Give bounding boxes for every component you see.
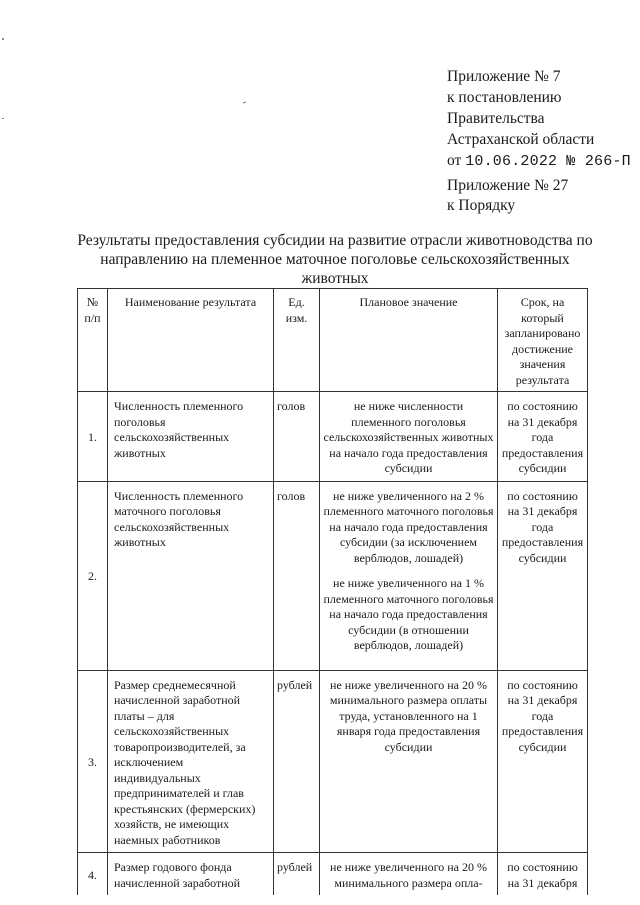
appendix-line: Астраханской области	[447, 131, 595, 148]
row-term: по состоянию на 31 декабря года предоставления субсидии	[498, 392, 588, 482]
header-cell-name: Наименование результата	[108, 289, 274, 392]
plan-value: не ниже увеличенного на 20 % минимального размера оплаты труда, установленного на 1 января года предоставления субсидии	[329, 677, 488, 754]
table-row	[78, 670, 588, 853]
row-number: 3.	[78, 670, 108, 853]
row-plan	[320, 481, 498, 670]
results-table	[77, 288, 588, 895]
row-name: Численность племенного поголовья сельскохозяйственных животных	[108, 392, 274, 482]
document-title: Результаты предоставления субсидии на развитие отрасли животноводства по направлению на племенное маточное поголовье сельскохозяйственных животных	[77, 232, 593, 287]
date-prefix: от	[447, 152, 462, 169]
appendix-order-line: к Порядку	[447, 197, 516, 214]
appendix-line: к постановлению	[447, 89, 562, 106]
row-term: по состоянию на 31 декабря года предоставления субсидии	[498, 670, 588, 853]
row-name: Размер среднемесячной начисленной заработной платы – для сельскохозяйственных товаропроизводителей, за исключением индивидуальных предпринимателей и глав крестьянских (фермерских) хозяйств, не имеющих наемных работников	[108, 670, 274, 853]
scan-edge-mark	[2, 38, 4, 40]
table-row	[78, 481, 588, 670]
row-name: Численность племенного маточного поголовья сельскохозяйственных животных	[108, 481, 274, 670]
table-header-row	[78, 289, 588, 392]
appendix-order-line: Приложение № 27	[447, 177, 569, 194]
plan-value: не ниже увеличенного на 1 % племенного маточного поголовья на начало года предоставления субсидии (в отношении верблюдов, лошадей)	[323, 576, 494, 652]
table-row	[78, 392, 588, 482]
scan-speck	[243, 102, 246, 104]
scan-edge-mark	[2, 118, 4, 119]
row-unit: голов	[274, 392, 320, 482]
row-plan	[320, 853, 498, 896]
row-number: 4.	[78, 853, 108, 896]
resolution-date-number: 10.06.2022 № 266-П	[465, 153, 631, 170]
row-name: Размер годового фонда начисленной заработной	[108, 853, 274, 896]
row-unit: голов	[274, 481, 320, 670]
appendix-line: Приложение № 7	[447, 68, 561, 85]
header-cell-term: Срок, на который запланировано достижение значения результата	[498, 289, 588, 392]
row-unit: рублей	[274, 670, 320, 853]
appendix-line: Правительства	[447, 110, 545, 127]
appendix-order-block	[447, 176, 568, 216]
header-cell-plan: Плановое значение	[320, 289, 498, 392]
plan-value: не ниже численности племенного поголовья сельскохозяйственных животных на начало года предоставления субсидии	[323, 399, 494, 475]
row-plan	[320, 392, 498, 482]
appendix-block	[447, 66, 631, 172]
plan-value: не ниже увеличенного на 2 % племенного маточного поголовья на начало года предоставления субсидии (за исключением верблюдов, лошадей)	[323, 488, 494, 565]
row-number: 2.	[78, 481, 108, 670]
header-cell-number: № п/п	[78, 289, 108, 392]
row-unit: рублей	[274, 853, 320, 896]
row-term: по состоянию на 31 декабря	[498, 853, 588, 896]
plan-value: не ниже увеличенного на 20 % минимального размера опла-	[330, 860, 487, 890]
row-plan	[320, 670, 498, 853]
resolution-date-line	[447, 150, 631, 172]
header-cell-unit: Ед. изм.	[274, 289, 320, 392]
row-term: по состоянию на 31 декабря года предоставления субсидии	[498, 481, 588, 670]
table-row	[78, 853, 588, 896]
row-number: 1.	[78, 392, 108, 482]
